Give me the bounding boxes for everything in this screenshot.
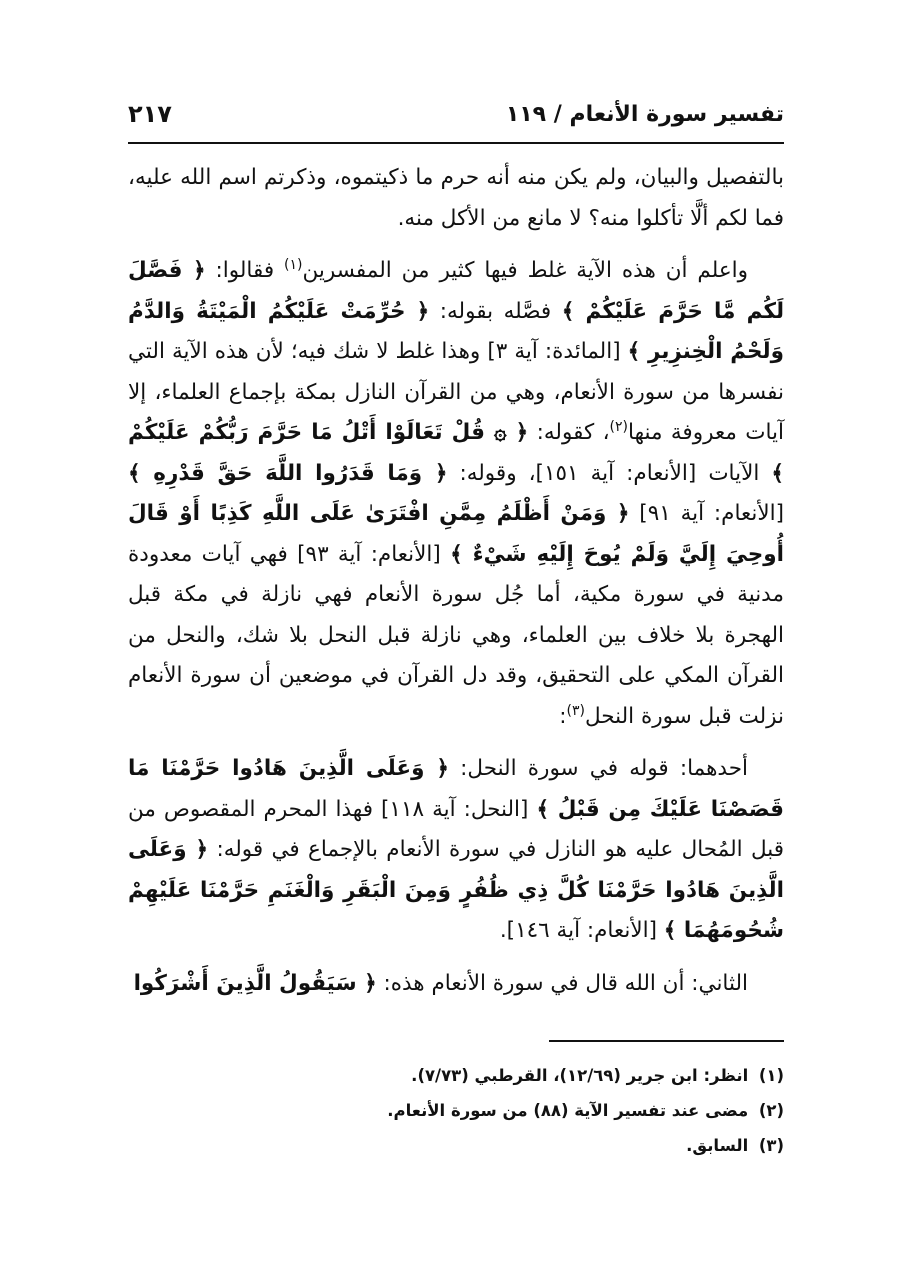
text-run: ، كقوله: — [528, 420, 610, 445]
footnote-divider — [549, 1040, 784, 1042]
footnote-number: (٢) — [758, 1101, 784, 1120]
text-run: فصَّله بقوله: — [429, 298, 562, 324]
footnote — [128, 1093, 784, 1128]
text-run: [الأنعام: آية ٩١] — [629, 501, 784, 526]
quran-verse: ﴿ وَمَنْ أَظْلَمُ مِمَّنِ افْتَرَىٰ عَلَى اللَّهِ كَذِبًا أَوْ قَالَ أُوحِيَ إِلَيَّ وَلَمْ يُوحَ إِلَيْهِ شَيْءٌ ﴾ — [128, 501, 784, 567]
footnote-reference[interactable]: (٢) — [609, 418, 629, 435]
quran-verse: ﴿ حُرِّمَتْ عَلَيْكُمُ الْمَيْتَةُ وَالدَّمُ وَلَحْمُ الْخِنزِيرِ ﴾ — [128, 298, 784, 364]
paragraph-text: بالتفصيل والبيان، ولم يكن منه أنه حرم ما ذكيتموه، وذكرتم اسم الله عليه، فما لكم ألَّا تأكلوا منه؟ لا مانع من الأكل منه. — [128, 165, 784, 231]
quran-verse: ﴿ وَعَلَى الَّذِينَ هَادُوا حَرَّمْنَا كُلَّ ذِي ظُفُرٍ وَمِنَ الْبَقَرِ وَالْغَنَمِ حَرَّمْنَا عَلَيْهِمْ شُحُومَهُمَا ﴾ — [128, 837, 784, 943]
text-run: فقالوا: — [205, 258, 285, 283]
footnotes — [128, 1058, 784, 1163]
quran-verse: ﴿ سَيَقُولُ الَّذِينَ أَشْرَكُوا — [133, 970, 377, 996]
text-run: [المائدة: آية ٣] وهذا غلط لا شك فيه؛ لأن هذه الآية التي نفسرها من سورة الأنعام، وهي من القرآن النازل بمكة بإجماع العلماء، إلا آيات معروفة منها — [128, 339, 784, 445]
footnote-number: (٣) — [758, 1136, 784, 1155]
footnote — [128, 1128, 784, 1163]
running-title: تفسير سورة الأنعام / ١١٩ — [505, 102, 784, 127]
footnote-number: (١) — [758, 1066, 784, 1085]
quran-verse: ﴿ وَمَا قَدَرُوا اللَّهَ حَقَّ قَدْرِهِ ﴾ — [128, 460, 448, 486]
footnote-reference[interactable]: (١) — [284, 256, 303, 273]
text-run: أحدهما: قوله في سورة النحل: — [448, 756, 748, 781]
main-text — [128, 158, 784, 1004]
footnote-text: انظر: ابن جرير (١٢/٦٩)، القرطبي (٧/٧٣). — [411, 1066, 749, 1085]
footnote-reference[interactable]: (٣) — [566, 702, 585, 719]
book-page — [128, 92, 784, 1242]
quran-verse: ﴿ ۞ قُلْ تَعَالَوْا أَتْلُ مَا حَرَّمَ رَبُّكُمْ عَلَيْكُمْ ﴾ — [128, 420, 784, 486]
text-run: الثاني: أن الله قال في سورة الأنعام هذه: — [376, 970, 748, 996]
text-run: [الأنعام: آية ٩٣] فهي آيات معدودة مدنية في سورة مكية، أما جُل سورة الأنعام فهي نازلة في مكة قبل الهجرة بلا خلاف بين العلماء، وهي نازلة قبل النحل بلا شك، والنحل من القرآن المكي على التحقيق، وقد دل القرآن في موضعين أن سورة الأنعام نزلت قبل سورة النحل — [128, 541, 784, 729]
page-number: ٢١٧ — [128, 100, 172, 128]
text-run: الآيات [الأنعام: آية ١٥١]، وقوله: — [447, 460, 772, 486]
footnote-text: مضى عند تفسير الآية (٨٨) من سورة الأنعام. — [387, 1101, 749, 1120]
text-run: : — [559, 703, 567, 729]
paragraph — [128, 749, 784, 952]
paragraph — [128, 158, 784, 239]
quran-verse: ﴿ وَعَلَى الَّذِينَ هَادُوا حَرَّمْنَا مَا قَصَصْنَا عَلَيْكَ مِن قَبْلُ ﴾ — [128, 756, 784, 822]
text-run: [النحل: آية ١١٨] فهذا المحرم المقصوص من قبل المُحال عليه هو النازل في سورة الأنعام بالإجماع في قوله: — [128, 796, 784, 862]
quran-verse: ﴿ فَصَّلَ لَكُم مَّا حَرَّمَ عَلَيْكُمْ ﴾ — [128, 258, 785, 324]
footnote-text: السابق. — [686, 1136, 749, 1155]
running-header — [128, 92, 784, 144]
text-run: واعلم أن هذه الآية غلط فيها كثير من المفسرين — [302, 258, 749, 283]
paragraph — [128, 964, 784, 1005]
paragraph — [128, 251, 784, 737]
text-run: [الأنعام: آية ١٤٦]. — [499, 918, 664, 943]
footnote — [128, 1058, 784, 1093]
